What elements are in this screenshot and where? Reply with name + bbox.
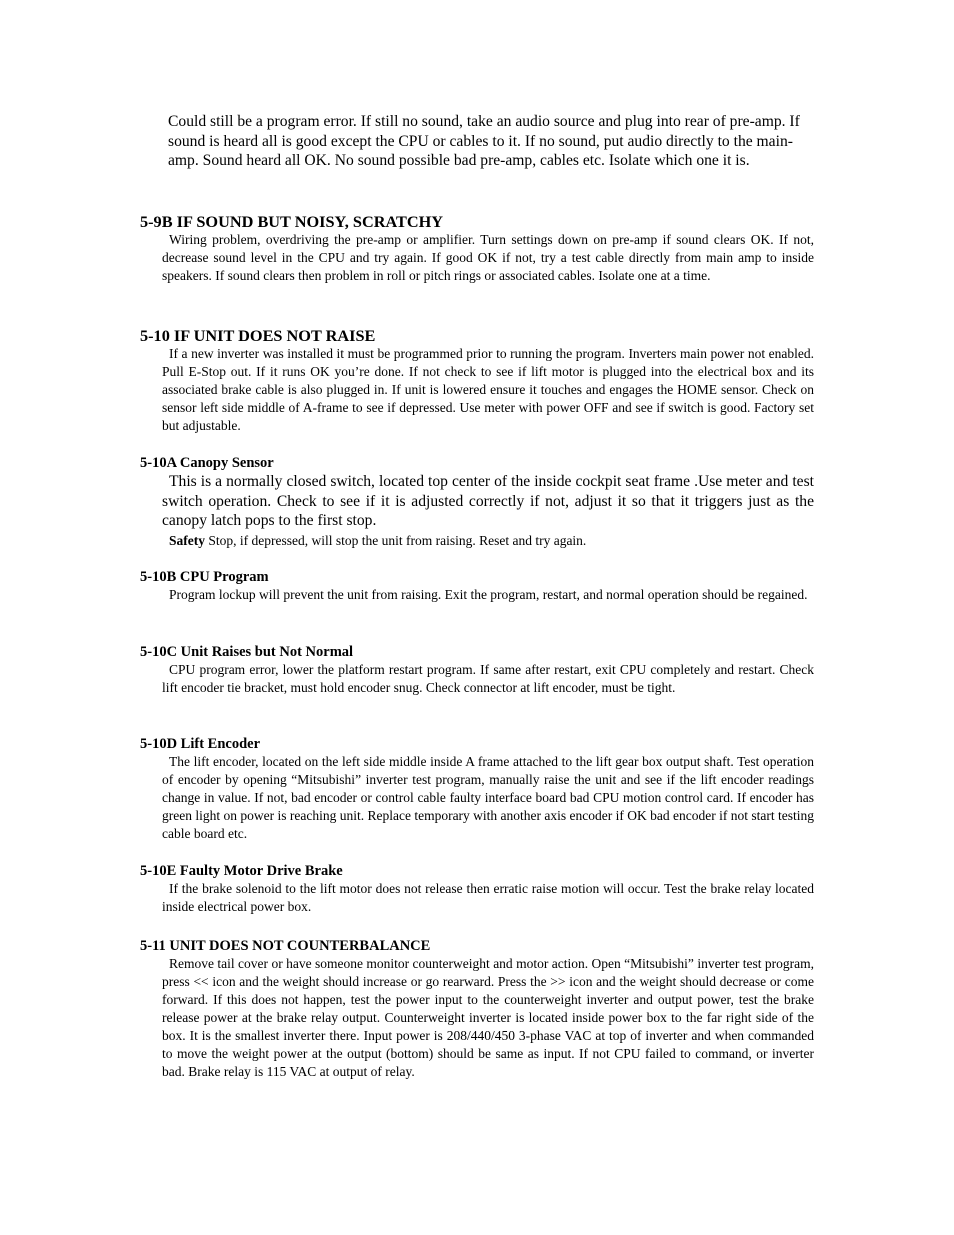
section-body: CPU program error, lower the platform restart program. If same after restart, exit CPU completely and restart. Check lift encoder tie bracket, must hold encoder snug. Check connector at lift encoder, must be tight. — [162, 662, 814, 695]
intro-paragraph: Could still be a program error. If still no sound, take an audio source and plug into rear of pre-amp. If sound is heard all is good except the CPU or cables to it. If no sound, put audio directly to the main-amp. Sound heard all OK. No sound possible bad pre-amp, cables etc. Isolate which one it is. — [168, 113, 800, 170]
section-body: Program lockup will prevent the unit from raising. Exit the program, restart, and normal operation should be regained. — [169, 587, 808, 602]
safety-text: Stop, if depressed, will stop the unit from raising. Reset and try again. — [205, 532, 587, 548]
section-5-10c — [140, 643, 816, 697]
section-heading: 5-10B CPU Program — [140, 569, 269, 585]
section-5-11 — [140, 937, 816, 1081]
section-heading: 5-10E Faulty Motor Drive Brake — [140, 863, 343, 879]
section-heading: 5-9B IF SOUND BUT NOISY, SCRATCHY — [140, 212, 444, 231]
section-5-9b — [140, 212, 816, 285]
section-5-10e — [140, 862, 816, 916]
section-body: Remove tail cover or have someone monitor counterweight and motor action. Open “Mitsubishi” inverter test program, press << icon and the weight should increase or go rearward. Press the >> icon and the weight should decrease or come forward. If this does not happen, test the power input to the counterweight inverter and output power, test the brake release power at the brake relay output. Counterweight inverter is located inside power box to the far right side of the box. It is the smallest inverter there. Input power is 208/440/450 3-phase VAC at top of inverter and when commanded to move the weight power at the output (bottom) should be same as input. If not CPU failed to command, or inverter bad. Brake relay is 115 VAC at output of relay. — [162, 956, 814, 1079]
section-heading: 5-11 UNIT DOES NOT COUNTERBALANCE — [140, 938, 431, 954]
section-5-10 — [140, 326, 816, 435]
section-body: This is a normally closed switch, located top center of the inside cockpit seat frame .Use meter and test switch operation. Check to see if it is adjusted correctly if not, adjust it so that it triggers just as the canopy latch pops to the first stop. — [162, 473, 814, 529]
section-5-10a — [140, 454, 816, 550]
section-5-10b — [140, 568, 816, 604]
safety-note — [169, 532, 816, 550]
section-heading: 5-10A Canopy Sensor — [140, 455, 274, 471]
section-body: If a new inverter was installed it must be programmed prior to running the program. Inverters main power not enabled. Pull E-Stop out. If it runs OK you’re done. If not check to see if lift motor is plugged into the electrical box and its associated brake cable is also plugged in. If unit is lowered ensure it touches and engages the HOME sensor. Check on sensor left side middle of A-frame to see if depressed. Use meter with power OFF and see if switch is good. Factory set but adjustable. — [162, 346, 814, 433]
section-5-10d — [140, 735, 816, 843]
section-body: Wiring problem, overdriving the pre-amp or amplifier. Turn settings down on pre-amp if sound clears OK. If not, decrease sound level in the CPU and try again. If good OK if not, try a test cable directly from main amp to inside speakers. If sound clears then problem in roll or pitch rings or associated cables. Isolate one at a time. — [162, 232, 814, 283]
section-heading: 5-10C Unit Raises but Not Normal — [140, 644, 354, 660]
section-body: If the brake solenoid to the lift motor does not release then erratic raise motion will occur. Test the brake relay located inside electrical power box. — [162, 881, 814, 914]
section-body: The lift encoder, located on the left side middle inside A frame attached to the lift gear box output shaft. Test operation of encoder by opening “Mitsubishi” inverter test program, manually raise the unit and see if the lift encoder readings change in value. If not, bad encoder or control cable faulty interface board bad CPU motion control card. If encoder has green light on power is reaching unit. Replace temporary with another axis encoder if OK bad encoder if not start testing cable board etc. — [162, 754, 814, 841]
section-heading: 5-10D Lift Encoder — [140, 736, 261, 752]
section-heading: 5-10 IF UNIT DOES NOT RAISE — [140, 326, 376, 345]
safety-label: Safety — [169, 532, 205, 548]
